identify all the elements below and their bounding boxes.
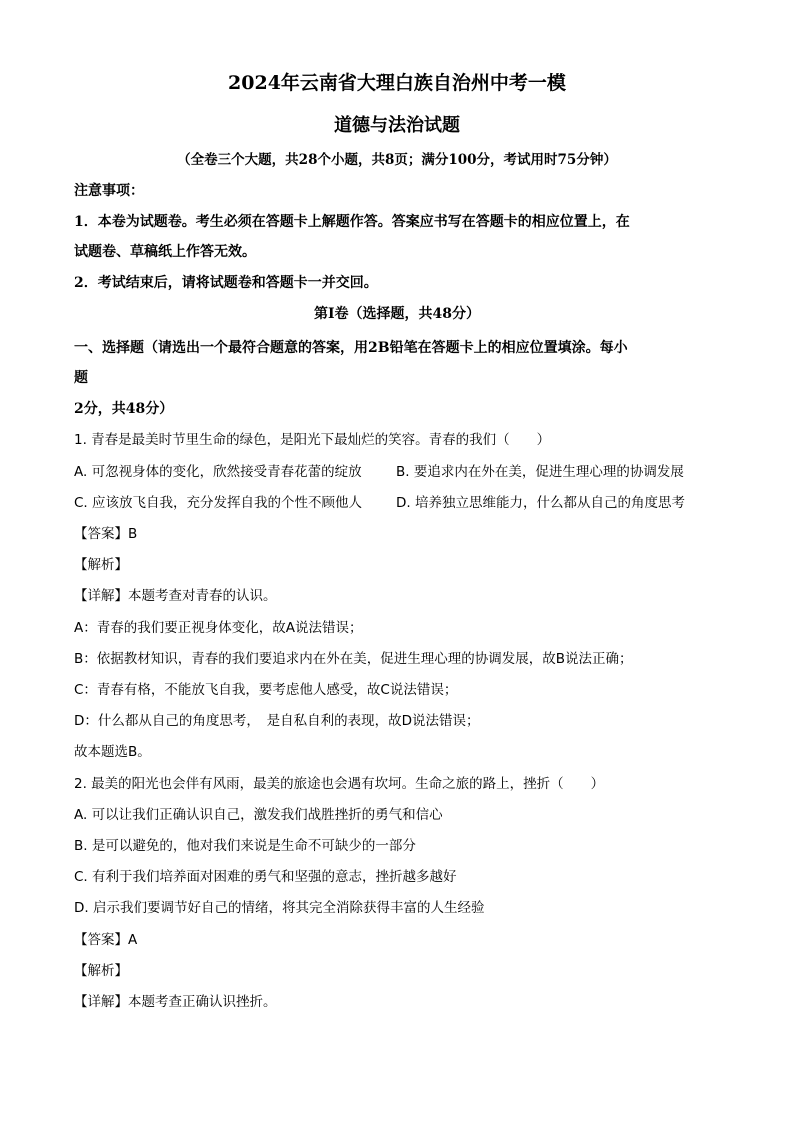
q1-explanation-b: B：依据教材知识，青春的我们要追求内在外在美，促进生理心理的协调发展，故B说法正确； [74,651,633,667]
q2-option-d: D. 启示我们要调节好自己的情绪，将其完全消除获得丰富的人生经验 [74,900,485,916]
section-instruction-line-3: 2分，共48分） [74,401,174,417]
notice-item-2: 2．考试结束后，请将试题卷和答题卡一并交回。 [74,275,378,291]
q1-explanation-d: D：什么都从自己的角度思考， 是自私自利的表现，故D说法错误； [74,713,480,729]
section-instruction-line-2: 题 [74,370,88,386]
q1-answer: 【答案】B [74,526,138,542]
q1-stem: 1. 青春是最美时节里生命的绿色，是阳光下最灿烂的笑容。青春的我们（ ） [74,432,551,448]
q2-option-a: A. 可以让我们正确认识自己，激发我们战胜挫折的勇气和信心 [74,807,443,823]
q1-option-c: C. 应该放飞自我，充分发挥自我的个性不顾他人 [74,495,363,511]
exam-info: （全卷三个大题，共28个小题，共8页；满分100分，考试用时75分钟） [177,152,617,168]
q1-explanation-c: C：青春有格，不能放飞自我，要考虑他人感受，故C说法错误； [74,682,458,698]
q1-analysis-label: 【解析】 [74,557,128,573]
q2-detail: 【详解】本题考查正确认识挫折。 [74,994,277,1010]
q2-option-b: B. 是可以避免的，他对我们来说是生命不可缺少的一部分 [74,838,416,854]
q1-option-b: B. 要追求内在外在美，促进生理心理的协调发展 [396,464,684,480]
exam-title: 2024年云南省大理白族自治州中考一模 [228,72,566,94]
q2-answer: 【答案】A [74,932,138,948]
notice-item-1-line-1: 1．本卷为试题卷。考生必须在答题卡上解题作答。答案应书写在答题卡的相应位置上，在 [74,214,630,230]
subject-title: 道德与法治试题 [334,115,460,136]
notice-item-1-line-2: 试题卷、草稿纸上作答无效。 [74,244,256,260]
q2-stem: 2. 最美的阳光也会伴有风雨，最美的旅途也会遇有坎坷。生命之旅的路上，挫折（ ） [74,776,605,792]
q2-option-c: C. 有利于我们培养面对困难的勇气和坚强的意志，挫折越多越好 [74,869,457,885]
q1-conclusion: 故本题选B。 [74,744,151,760]
q1-detail: 【详解】本题考查对青春的认识。 [74,588,277,604]
q1-option-a: A. 可忽视身体的变化，欣然接受青春花蕾的绽放 [74,464,362,480]
section-instruction-line-1: 一、选择题（请选出一个最符合题意的答案，用2B铅笔在答题卡上的相应位置填涂。每小 [74,340,628,356]
q1-option-d: D. 培养独立思维能力，什么都从自己的角度思考 [396,495,685,511]
notice-heading: 注意事项： [74,183,144,199]
q1-explanation-a: A：青春的我们要正视身体变化，故A说法错误； [74,620,363,636]
part1-heading: 第Ⅰ卷（选择题，共48分） [313,306,481,322]
q2-analysis-label: 【解析】 [74,963,128,979]
